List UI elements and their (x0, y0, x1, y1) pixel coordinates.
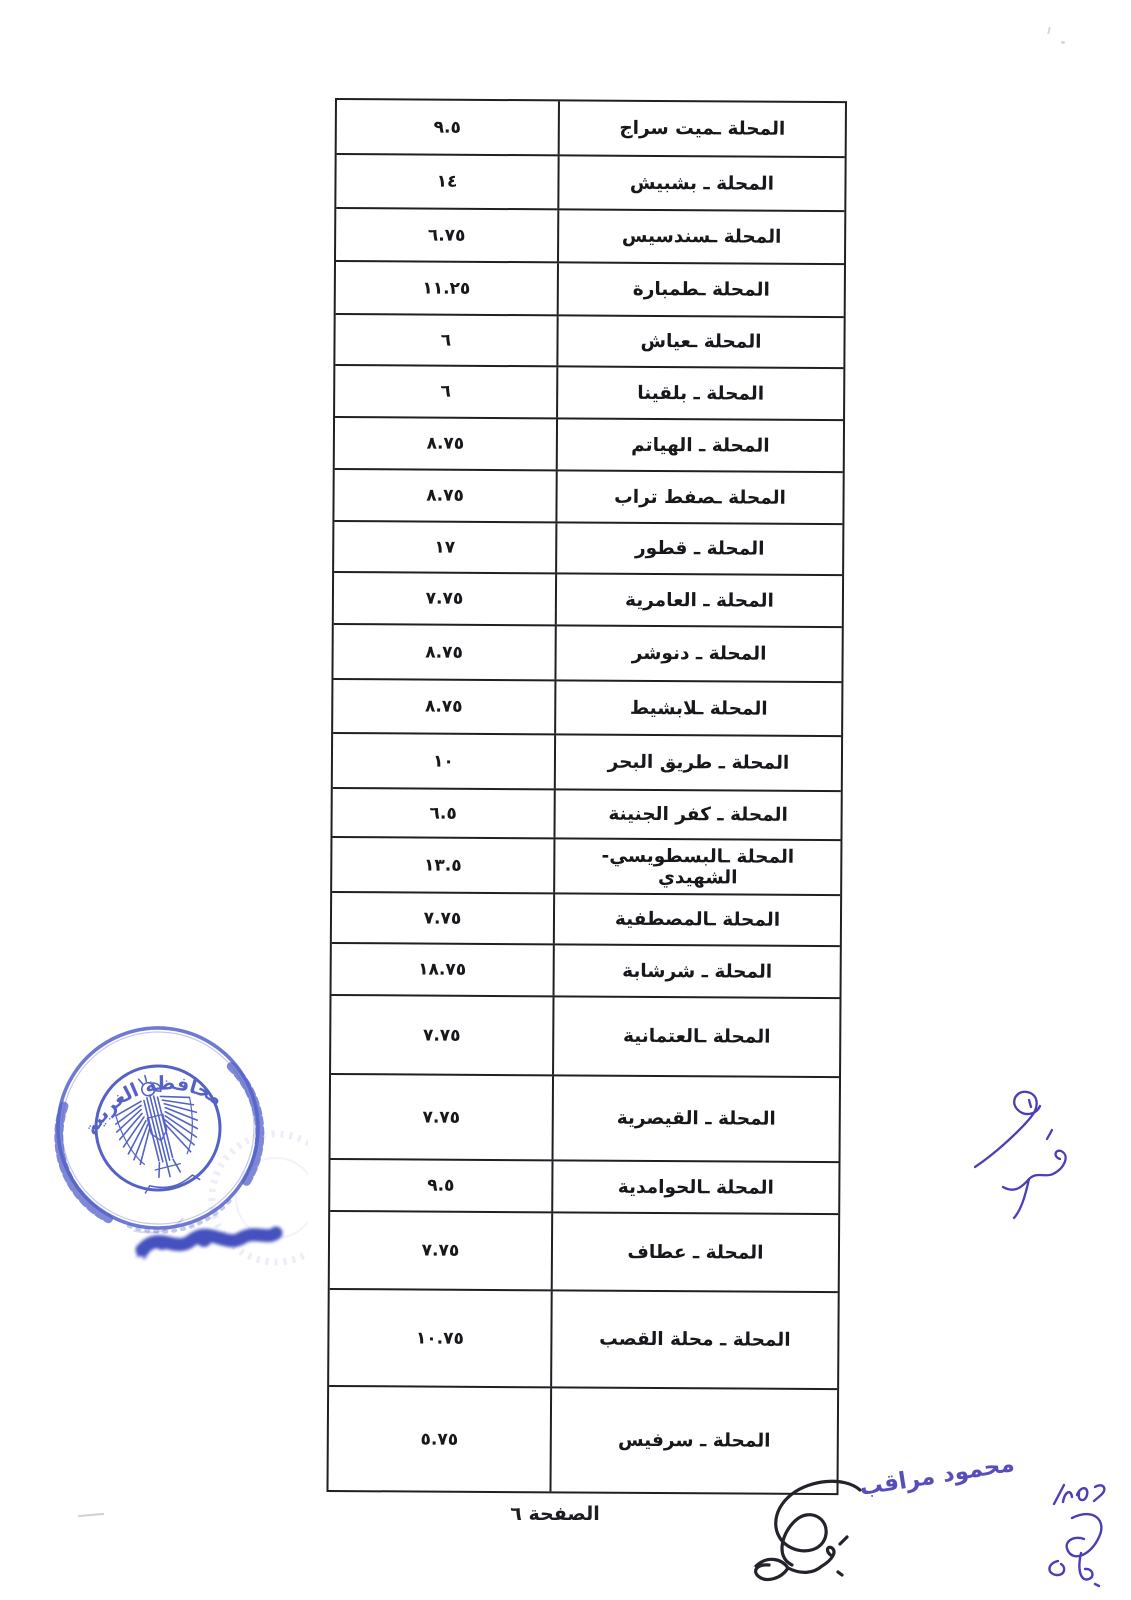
fare-cell: ٨.٧٥ (333, 680, 556, 733)
route-cell: المحلة ـميت سراج (619, 117, 786, 140)
ink-smudge (130, 1212, 290, 1272)
fare-cell: ١٤ (336, 155, 559, 208)
route-cell: المحلة ـالعتمانية (622, 1025, 771, 1048)
signature-middle-right (965, 1075, 1085, 1225)
fare-cell: ٩.٥ (337, 100, 560, 154)
table-row (335, 418, 843, 473)
table-row (332, 944, 840, 999)
stamp-arc-text: محافظة الغربية (80, 1072, 227, 1139)
fare-cell: ٧.٧٥ (334, 573, 557, 624)
route-cell: المحلة ـعياش (640, 330, 762, 353)
route-cell: المحلة ـ كفر الجنينة (608, 803, 788, 826)
fare-cell: ٧.٧٥ (332, 893, 555, 943)
route-cell: المحلة ـ الهياتم (631, 434, 770, 457)
table-row (332, 893, 840, 947)
fare-cell: ٦ (335, 315, 558, 365)
route-cell: المحلة ـ دنوشر (631, 642, 767, 665)
route-cell: المحلة ـالحوامدية (617, 1176, 774, 1199)
route-cell: المحلة ـ قطور (635, 537, 765, 560)
fare-cell: ٧.٧٥ (331, 1075, 555, 1159)
route-cell: المحلة ـ محلة القصب (599, 1328, 791, 1351)
fare-cell: ١١.٢٥ (336, 262, 559, 314)
route-cell: المحلة ـ القيصرية (616, 1107, 776, 1130)
scan-speck (78, 1513, 104, 1517)
fare-cell: ٧.٧٥ (331, 996, 554, 1074)
route-cell: المحلة ـ بلقينا (637, 382, 765, 405)
signature-bottom-right (1036, 1476, 1121, 1594)
table-row (334, 470, 842, 525)
table-row (333, 680, 841, 737)
table-row (335, 366, 843, 421)
fare-cell: ١٧ (334, 522, 557, 572)
fare-cell: ٨.٧٥ (333, 625, 556, 679)
route-cell: المحلة ـ شرشابة (622, 960, 773, 983)
table-row (337, 100, 845, 158)
table-row (331, 996, 839, 1078)
fare-cell: ١٠ (333, 734, 556, 788)
table-row (330, 1160, 838, 1215)
fare-cell: ٧.٧٥ (330, 1212, 553, 1289)
route-cell: المحلة ـالمصطفية (614, 908, 781, 931)
fare-cell: ١٠.٧٥ (329, 1290, 553, 1386)
fare-cell: ١٨.٧٥ (332, 944, 555, 995)
fare-cell: ٩.٥ (330, 1160, 553, 1211)
table-row (334, 573, 842, 628)
handwritten-name: محمود مراقب (857, 1450, 1017, 1502)
scan-speck (1061, 41, 1065, 44)
route-cell: المحلة ـصفط تراب (614, 486, 787, 509)
route-cell: المحلة ـ بشبيش (629, 172, 775, 195)
fare-table (326, 98, 847, 1495)
fare-cell: ٦ (335, 366, 558, 417)
route-cell: المحلة ـالبسطويسي- الشهيدي (601, 845, 795, 888)
table-row (334, 522, 842, 576)
fare-cell: ١٣.٥ (332, 838, 555, 892)
fare-cell: ٨.٧٥ (334, 470, 557, 521)
table-row (329, 1290, 838, 1390)
scan-speck (1047, 27, 1051, 34)
route-cell: المحلة ـطمبارة (632, 278, 770, 301)
fare-cell: ٦.٧٥ (336, 209, 559, 261)
table-row (332, 838, 840, 896)
route-cell: المحلة ـ سرفيس (617, 1429, 771, 1452)
table-row (336, 209, 844, 265)
page-number: الصفحة ٦ (510, 1503, 600, 1525)
route-cell: المحلة ـلابشيط (629, 697, 768, 720)
fare-cell: ٦.٥ (332, 789, 555, 837)
table-row (332, 789, 840, 841)
route-cell: المحلة ـ عطاف (627, 1241, 764, 1264)
table-row (333, 734, 841, 792)
route-cell: المحلة ـسندسيس (621, 225, 782, 248)
table-row (336, 262, 844, 318)
table-row (335, 315, 843, 369)
table-row (336, 155, 844, 212)
route-cell: المحلة ـ طريق البحر (607, 751, 790, 774)
fare-table-body (328, 100, 844, 1493)
table-row (330, 1212, 838, 1293)
table-row (331, 1075, 840, 1163)
table-row (333, 625, 841, 683)
fare-cell: ٨.٧٥ (335, 418, 558, 469)
fare-cell: ٥.٧٥ (328, 1387, 552, 1491)
route-cell: المحلة ـ العامرية (624, 589, 774, 612)
